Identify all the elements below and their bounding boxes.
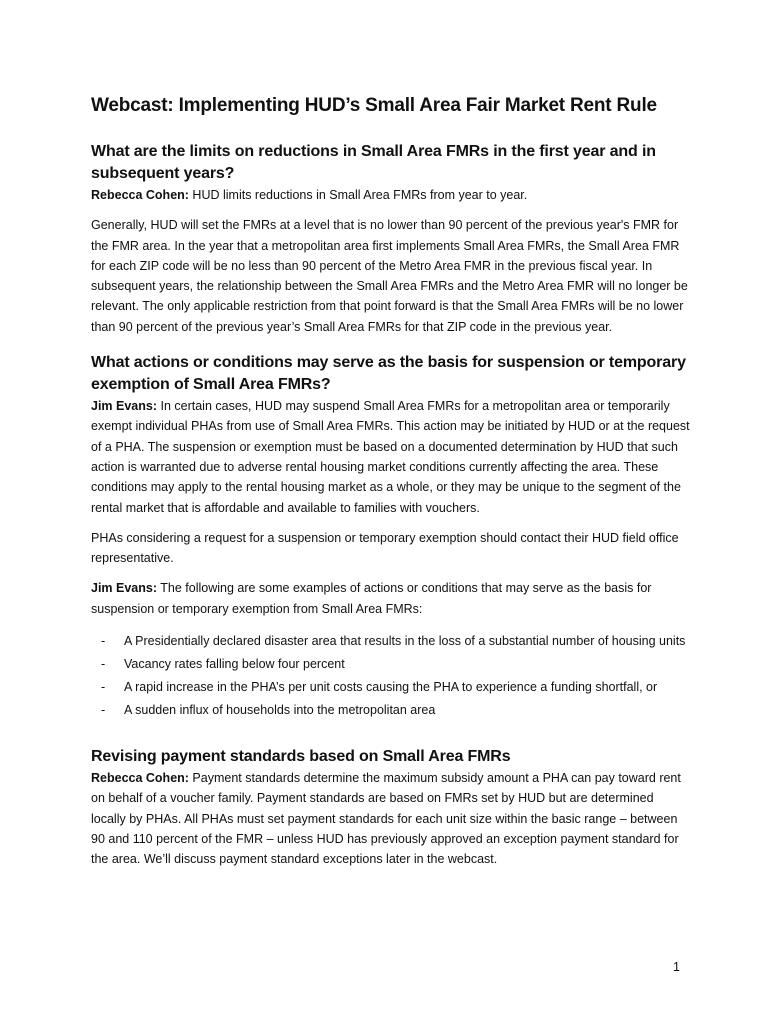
- list-item: [91, 701, 691, 720]
- list-item: [91, 655, 691, 674]
- document-body: [91, 93, 691, 885]
- list-item-text: A rapid increase in the PHA’s per unit costs causing the PHA to experience a funding shortfall, or: [124, 680, 658, 695]
- list-item-text: A sudden influx of households into the metropolitan area: [124, 703, 436, 718]
- list-item: [91, 632, 691, 651]
- page-number: 1: [673, 960, 680, 974]
- bullet-marker: -: [101, 680, 106, 695]
- speaker-name: Jim Evans:: [91, 581, 158, 596]
- bullet-marker: -: [101, 703, 106, 718]
- document-title: Webcast: Implementing HUD’s Small Area Fair Market Rent Rule: [91, 95, 657, 116]
- answer-paragraph: [91, 185, 691, 205]
- speaker-name: Rebecca Cohen:: [91, 771, 189, 786]
- list-item: [91, 678, 691, 697]
- answer-text: In certain cases, HUD may suspend Small Area FMRs for a metropolitan area or temporarily exempt individual PHAs from use of Small Area FMRs. This action may be initiated by HUD or at the request of a PHA. The suspension or exemption must be based on a documented determination by HUD that such action is warranted due to adverse rental housing market conditions currently affecting the area. These conditions may apply to the rental housing market as a whole, or they may be unique to the segment of the rental market that is affordable and available to families with vouchers.: [91, 399, 690, 515]
- answer-paragraph: [91, 768, 691, 869]
- section-heading: What actions or conditions may serve as the basis for suspension or temporary exemption of Small Area FMRs?: [91, 354, 686, 394]
- section-limits-on-reductions: [91, 141, 691, 337]
- bullet-marker: -: [101, 657, 106, 672]
- speaker-name: Jim Evans:: [91, 399, 158, 414]
- list-item-text: A Presidentially declared disaster area that results in the loss of a substantial number of housing units: [124, 634, 686, 649]
- bullet-marker: -: [101, 634, 106, 649]
- section-suspension-exemption: [91, 352, 691, 720]
- section-heading: Revising payment standards based on Small Area FMRs: [91, 748, 511, 766]
- list-item-text: Vacancy rates falling below four percent: [124, 657, 345, 672]
- section-payment-standards: [91, 746, 691, 869]
- answer-paragraph: [91, 578, 691, 619]
- answer-text: Payment standards determine the maximum subsidy amount a PHA can pay toward rent on behalf of a voucher family. Payment standards are based on FMRs set by HUD but are determined locally by PHAs. All PHAs must set payment standards for each unit size within the basic range – between 90 and 110 percent of the FMR – unless HUD has previously approved an exception payment standard for the area. We’ll discuss payment standard exceptions later in the webcast.: [91, 771, 681, 867]
- answer-paragraph: [91, 396, 691, 518]
- answer-text: The following are some examples of actions or conditions that may serve as the basis for suspension or temporary exemption from Small Area FMRs:: [91, 581, 652, 616]
- section-heading: What are the limits on reductions in Small Area FMRs in the first year and in subsequent years?: [91, 143, 656, 182]
- examples-list: [91, 632, 691, 720]
- speaker-name: Rebecca Cohen:: [91, 188, 189, 202]
- answer-text: HUD limits reductions in Small Area FMRs from year to year.: [188, 188, 528, 202]
- body-paragraph: Generally, HUD will set the FMRs at a level that is no lower than 90 percent of the previous year's FMR for the FMR area. In the year that a metropolitan area first implements Small Area FMRs, the Small Area FMR for each ZIP code will be no less than 90 percent of the Metro Area FMR in the previous fiscal year. In subsequent years, the relationship between the Small Area FMRs and the Metro Area FMR will no longer be relevant. The only applicable restriction from that point forward is that the Small Area FMRs will be no lower than 90 percent of the previous year’s Small Area FMRs for that ZIP code in the previous year.: [91, 218, 688, 334]
- body-paragraph: PHAs considering a request for a suspension or temporary exemption should contact their HUD field office representative.: [91, 530, 679, 566]
